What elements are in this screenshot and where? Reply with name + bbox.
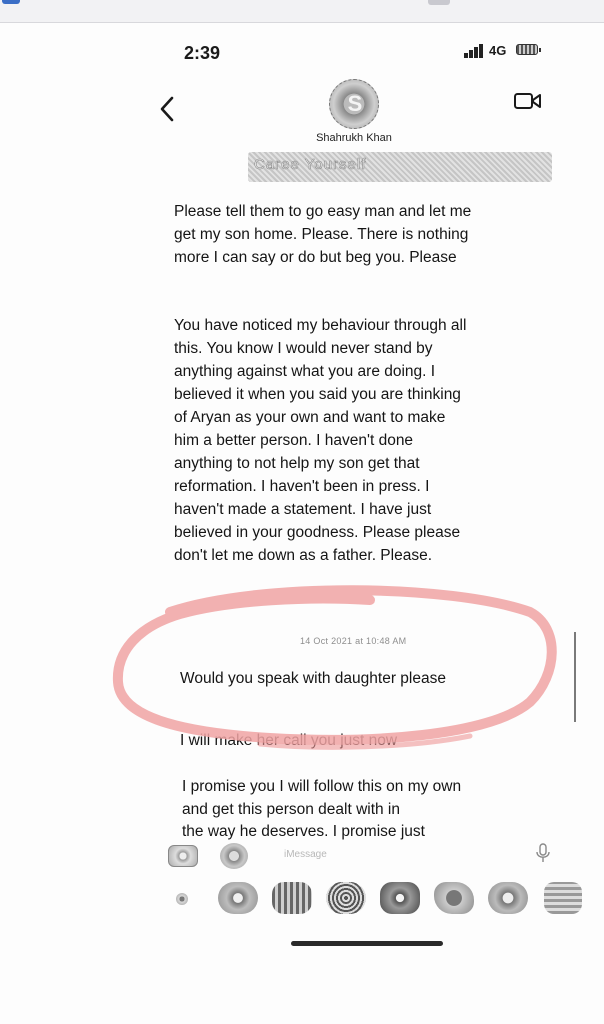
memoji-icon[interactable] [380, 882, 420, 914]
game-icon[interactable] [434, 882, 474, 914]
video-camera-icon[interactable] [514, 92, 542, 110]
top-mark [428, 0, 450, 5]
avatar[interactable] [329, 79, 379, 129]
annotation-circle [110, 578, 558, 754]
message-timestamp: 14 Oct 2021 at 10:48 AM [300, 636, 407, 646]
redacted-banner [248, 152, 552, 182]
fitness-icon[interactable] [326, 882, 366, 914]
camera-icon[interactable] [168, 845, 198, 867]
contact-name[interactable]: Shahrukh Khan [316, 132, 392, 144]
app-store-icon[interactable] [220, 843, 248, 869]
message-text: Would you speak with daughter please [180, 670, 446, 687]
app-store-icon[interactable] [218, 882, 258, 914]
network-label: 4G [489, 43, 507, 58]
banner-text: Caree Yourself [254, 156, 367, 173]
chevron-left-icon[interactable] [154, 93, 182, 125]
message-text: I promise you I will follow this on my own and get this person dealt with in [182, 778, 462, 818]
web-search-icon[interactable] [488, 882, 528, 914]
battery-icon [516, 44, 538, 55]
message-text-cut: the way he deserves. I promise just [182, 823, 425, 840]
avatar-letter: S [347, 91, 363, 116]
photos-icon[interactable] [176, 893, 188, 905]
audio-icon[interactable] [272, 882, 312, 914]
music-icon[interactable] [544, 882, 582, 914]
message-text: Please tell them to go easy man and let me get my son home. Please. There is nothing more I can say or do but beg you. Please [174, 203, 472, 266]
message-input[interactable]: iMessage [284, 849, 327, 860]
top-strip [0, 0, 604, 23]
scrollbar[interactable] [574, 632, 576, 722]
top-indicator [2, 0, 20, 4]
cellular-signal-icon [464, 44, 486, 58]
home-indicator[interactable] [291, 941, 443, 946]
microphone-icon[interactable] [534, 842, 552, 864]
message-text: You have noticed my behaviour through all this. You know I would never stand by anything against what you are doing. I believed it when you said you are thinking of Aryan as your own and want to make him a better person. I haven't done anything to not help my son get that reformation. I haven't been in press. I haven't made a statement. I have just believed in your goodness. Please please don't let me down as a father. Please. [174, 317, 467, 564]
status-time: 2:39 [184, 43, 221, 63]
message-text: I will make her call you just now [180, 732, 398, 749]
